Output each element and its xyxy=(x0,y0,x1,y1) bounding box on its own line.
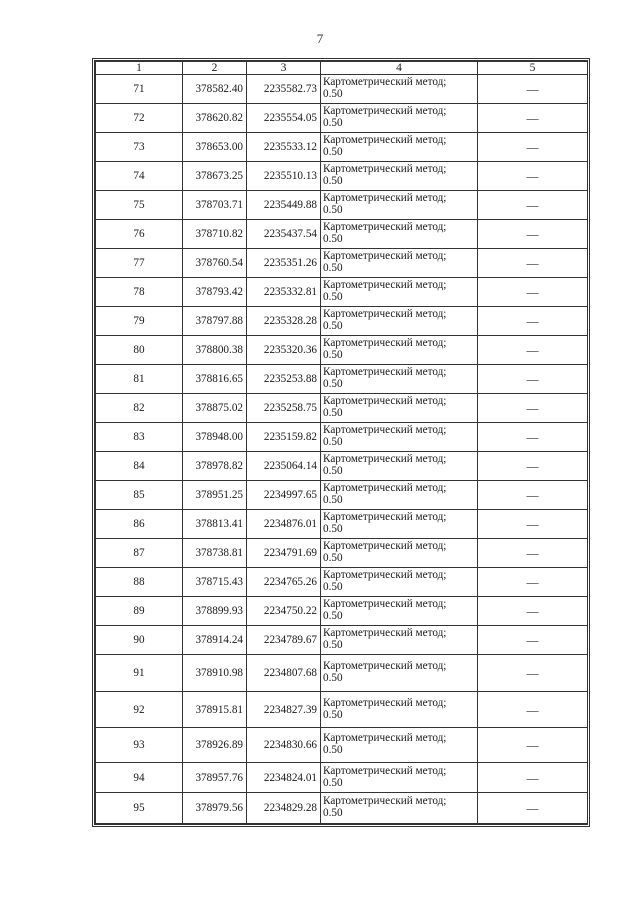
y-coordinate-cell: 2235332.81 xyxy=(247,278,321,307)
method-cell xyxy=(321,728,478,763)
header-cell-5: 5 xyxy=(478,62,588,75)
method-name: Картометрический метод; xyxy=(323,424,447,437)
x-coordinate-cell: 378979.56 xyxy=(183,793,247,824)
method-accuracy: 0.50 xyxy=(323,610,343,622)
table-row xyxy=(96,481,588,510)
method-name: Картометрический метод; xyxy=(323,163,447,176)
table-row xyxy=(96,133,588,162)
table-row xyxy=(96,568,588,597)
description-cell: — xyxy=(478,75,588,104)
table-row xyxy=(96,75,588,104)
description-cell: — xyxy=(478,692,588,728)
method-cell xyxy=(321,394,478,423)
table-row xyxy=(96,249,588,278)
method-name: Картометрический метод; xyxy=(323,660,447,673)
point-number-cell: 95 xyxy=(96,793,183,824)
point-number-cell: 88 xyxy=(96,568,183,597)
x-coordinate-cell: 378653.00 xyxy=(183,133,247,162)
x-coordinate-cell: 378797.88 xyxy=(183,307,247,336)
x-coordinate-cell: 378816.65 xyxy=(183,365,247,394)
method-cell xyxy=(321,191,478,220)
method-cell xyxy=(321,597,478,626)
method-name: Картометрический метод; xyxy=(323,221,447,234)
method-name: Картометрический метод; xyxy=(323,732,447,745)
method-name: Картометрический метод; xyxy=(323,598,447,611)
method-name: Картометрический метод; xyxy=(323,76,447,89)
method-accuracy: 0.50 xyxy=(323,349,343,361)
method-accuracy: 0.50 xyxy=(323,581,343,593)
y-coordinate-cell: 2235328.28 xyxy=(247,307,321,336)
method-cell xyxy=(321,249,478,278)
x-coordinate-cell: 378793.42 xyxy=(183,278,247,307)
x-coordinate-cell: 378915.81 xyxy=(183,692,247,728)
method-accuracy: 0.50 xyxy=(323,776,343,789)
x-coordinate-cell: 378620.82 xyxy=(183,104,247,133)
method-name: Картометрический метод; xyxy=(323,569,447,582)
table-row xyxy=(96,655,588,692)
description-cell: — xyxy=(478,481,588,510)
method-accuracy: 0.50 xyxy=(323,175,343,187)
point-number-cell: 87 xyxy=(96,539,183,568)
point-number-cell: 80 xyxy=(96,336,183,365)
table-body xyxy=(96,75,588,824)
method-name: Картометрический метод; xyxy=(323,482,447,495)
x-coordinate-cell: 378951.25 xyxy=(183,481,247,510)
header-cell-1: 1 xyxy=(96,62,183,75)
table-header-row xyxy=(96,62,588,75)
y-coordinate-cell: 2235351.26 xyxy=(247,249,321,278)
method-cell xyxy=(321,793,478,824)
table-row xyxy=(96,793,588,824)
method-accuracy: 0.50 xyxy=(323,672,343,684)
x-coordinate-cell: 378738.81 xyxy=(183,539,247,568)
method-name: Картометрический метод; xyxy=(323,764,447,777)
method-accuracy: 0.50 xyxy=(323,233,343,245)
description-cell: — xyxy=(478,220,588,249)
method-accuracy: 0.50 xyxy=(323,807,343,819)
point-number-cell: 94 xyxy=(96,763,183,793)
method-cell xyxy=(321,104,478,133)
table-row xyxy=(96,162,588,191)
point-number-cell: 86 xyxy=(96,510,183,539)
description-cell: — xyxy=(478,510,588,539)
y-coordinate-cell: 2235159.82 xyxy=(247,423,321,452)
header-cell-3: 3 xyxy=(247,62,321,75)
method-name: Картометрический метод; xyxy=(323,627,447,640)
header-cell-4: 4 xyxy=(321,62,478,75)
point-number-cell: 89 xyxy=(96,597,183,626)
table-row xyxy=(96,423,588,452)
x-coordinate-cell: 378673.25 xyxy=(183,162,247,191)
method-accuracy: 0.50 xyxy=(323,117,343,129)
description-cell: — xyxy=(478,539,588,568)
table-row xyxy=(96,365,588,394)
method-accuracy: 0.50 xyxy=(323,639,343,651)
description-cell: — xyxy=(478,278,588,307)
method-cell xyxy=(321,365,478,394)
y-coordinate-cell: 2235437.54 xyxy=(247,220,321,249)
point-number-cell: 92 xyxy=(96,692,183,728)
x-coordinate-cell: 378760.54 xyxy=(183,249,247,278)
point-number-cell: 77 xyxy=(96,249,183,278)
y-coordinate-cell: 2234765.26 xyxy=(247,568,321,597)
table-row xyxy=(96,692,588,728)
table-row xyxy=(96,104,588,133)
method-cell xyxy=(321,220,478,249)
method-name: Картометрический метод; xyxy=(323,192,447,205)
table-row xyxy=(96,539,588,568)
method-cell xyxy=(321,510,478,539)
point-number-cell: 75 xyxy=(96,191,183,220)
point-number-cell: 79 xyxy=(96,307,183,336)
table-row xyxy=(96,452,588,481)
table-row xyxy=(96,307,588,336)
table-row xyxy=(96,597,588,626)
description-cell: — xyxy=(478,336,588,365)
y-coordinate-cell: 2235533.12 xyxy=(247,133,321,162)
description-cell: — xyxy=(478,655,588,692)
method-accuracy: 0.50 xyxy=(323,378,343,390)
y-coordinate-cell: 2234807.68 xyxy=(247,655,321,692)
description-cell: — xyxy=(478,568,588,597)
description-cell: — xyxy=(478,394,588,423)
method-accuracy: 0.50 xyxy=(323,523,343,535)
method-accuracy: 0.50 xyxy=(323,708,343,721)
y-coordinate-cell: 2235554.05 xyxy=(247,104,321,133)
point-number-cell: 71 xyxy=(96,75,183,104)
description-cell: — xyxy=(478,307,588,336)
method-accuracy: 0.50 xyxy=(323,262,343,274)
method-name: Картометрический метод; xyxy=(323,395,447,408)
method-cell xyxy=(321,655,478,692)
method-cell xyxy=(321,568,478,597)
description-cell: — xyxy=(478,597,588,626)
method-cell xyxy=(321,452,478,481)
point-number-cell: 74 xyxy=(96,162,183,191)
x-coordinate-cell: 378978.82 xyxy=(183,452,247,481)
method-name: Картометрический метод; xyxy=(323,308,447,321)
method-accuracy: 0.50 xyxy=(323,88,343,100)
table-row xyxy=(96,220,588,249)
method-cell xyxy=(321,162,478,191)
table-row xyxy=(96,278,588,307)
y-coordinate-cell: 2235258.75 xyxy=(247,394,321,423)
table-row xyxy=(96,728,588,763)
page-number: 7 xyxy=(316,31,324,46)
y-coordinate-cell: 2234750.22 xyxy=(247,597,321,626)
method-cell xyxy=(321,692,478,728)
point-number-cell: 85 xyxy=(96,481,183,510)
method-cell xyxy=(321,539,478,568)
x-coordinate-cell: 378899.93 xyxy=(183,597,247,626)
description-cell: — xyxy=(478,104,588,133)
description-cell: — xyxy=(478,452,588,481)
coordinates-table-frame xyxy=(92,58,590,827)
method-accuracy: 0.50 xyxy=(323,744,343,756)
method-name: Картометрический метод; xyxy=(323,453,447,466)
point-number-cell: 76 xyxy=(96,220,183,249)
y-coordinate-cell: 2235449.88 xyxy=(247,191,321,220)
y-coordinate-cell: 2235320.36 xyxy=(247,336,321,365)
method-accuracy: 0.50 xyxy=(323,552,343,564)
description-cell: — xyxy=(478,423,588,452)
point-number-cell: 82 xyxy=(96,394,183,423)
y-coordinate-cell: 2235064.14 xyxy=(247,452,321,481)
x-coordinate-cell: 378875.02 xyxy=(183,394,247,423)
method-accuracy: 0.50 xyxy=(323,407,343,419)
description-cell: — xyxy=(478,191,588,220)
method-name: Картометрический метод; xyxy=(323,696,447,709)
method-cell xyxy=(321,626,478,655)
coordinates-table xyxy=(95,61,588,824)
method-name: Картометрический метод; xyxy=(323,795,447,808)
description-cell: — xyxy=(478,133,588,162)
x-coordinate-cell: 378800.38 xyxy=(183,336,247,365)
method-cell xyxy=(321,763,478,793)
point-number-cell: 78 xyxy=(96,278,183,307)
method-cell xyxy=(321,423,478,452)
method-accuracy: 0.50 xyxy=(323,494,343,506)
y-coordinate-cell: 2235510.13 xyxy=(247,162,321,191)
method-name: Картометрический метод; xyxy=(323,105,447,118)
method-accuracy: 0.50 xyxy=(323,204,343,216)
x-coordinate-cell: 378703.71 xyxy=(183,191,247,220)
method-name: Картометрический метод; xyxy=(323,366,447,379)
y-coordinate-cell: 2234824.01 xyxy=(247,763,321,793)
point-number-cell: 91 xyxy=(96,655,183,692)
table-row xyxy=(96,763,588,793)
y-coordinate-cell: 2235582.73 xyxy=(247,75,321,104)
method-name: Картометрический метод; xyxy=(323,279,447,292)
table-row xyxy=(96,510,588,539)
method-name: Картометрический метод; xyxy=(323,511,447,524)
point-number-cell: 81 xyxy=(96,365,183,394)
header-cell-2: 2 xyxy=(183,62,247,75)
description-cell: — xyxy=(478,162,588,191)
method-accuracy: 0.50 xyxy=(323,320,343,332)
y-coordinate-cell: 2234830.66 xyxy=(247,728,321,763)
method-accuracy: 0.50 xyxy=(323,146,343,158)
point-number-cell: 73 xyxy=(96,133,183,162)
method-name: Картометрический метод; xyxy=(323,337,447,350)
y-coordinate-cell: 2234876.01 xyxy=(247,510,321,539)
description-cell: — xyxy=(478,728,588,763)
x-coordinate-cell: 378710.82 xyxy=(183,220,247,249)
description-cell: — xyxy=(478,626,588,655)
method-cell xyxy=(321,133,478,162)
x-coordinate-cell: 378914.24 xyxy=(183,626,247,655)
method-accuracy: 0.50 xyxy=(323,436,343,448)
method-name: Картометрический метод; xyxy=(323,134,447,147)
x-coordinate-cell: 378582.40 xyxy=(183,75,247,104)
point-number-cell: 93 xyxy=(96,728,183,763)
x-coordinate-cell: 378715.43 xyxy=(183,568,247,597)
description-cell: — xyxy=(478,365,588,394)
point-number-cell: 90 xyxy=(96,626,183,655)
method-name: Картометрический метод; xyxy=(323,250,447,263)
method-name: Картометрический метод; xyxy=(323,540,447,553)
method-cell xyxy=(321,336,478,365)
table-row xyxy=(96,191,588,220)
y-coordinate-cell: 2234789.67 xyxy=(247,626,321,655)
x-coordinate-cell: 378813.41 xyxy=(183,510,247,539)
method-cell xyxy=(321,75,478,104)
point-number-cell: 72 xyxy=(96,104,183,133)
x-coordinate-cell: 378926.89 xyxy=(183,728,247,763)
x-coordinate-cell: 378957.76 xyxy=(183,763,247,793)
y-coordinate-cell: 2234829.28 xyxy=(247,793,321,824)
method-cell xyxy=(321,481,478,510)
y-coordinate-cell: 2234791.69 xyxy=(247,539,321,568)
method-cell xyxy=(321,307,478,336)
description-cell: — xyxy=(478,763,588,793)
y-coordinate-cell: 2234827.39 xyxy=(247,692,321,728)
method-cell xyxy=(321,278,478,307)
point-number-cell: 84 xyxy=(96,452,183,481)
method-accuracy: 0.50 xyxy=(323,465,343,477)
x-coordinate-cell: 378948.00 xyxy=(183,423,247,452)
y-coordinate-cell: 2235253.88 xyxy=(247,365,321,394)
table-row xyxy=(96,336,588,365)
y-coordinate-cell: 2234997.65 xyxy=(247,481,321,510)
point-number-cell: 83 xyxy=(96,423,183,452)
x-coordinate-cell: 378910.98 xyxy=(183,655,247,692)
table-row xyxy=(96,626,588,655)
table-row xyxy=(96,394,588,423)
description-cell: — xyxy=(478,249,588,278)
method-accuracy: 0.50 xyxy=(323,291,343,303)
description-cell: — xyxy=(478,793,588,824)
